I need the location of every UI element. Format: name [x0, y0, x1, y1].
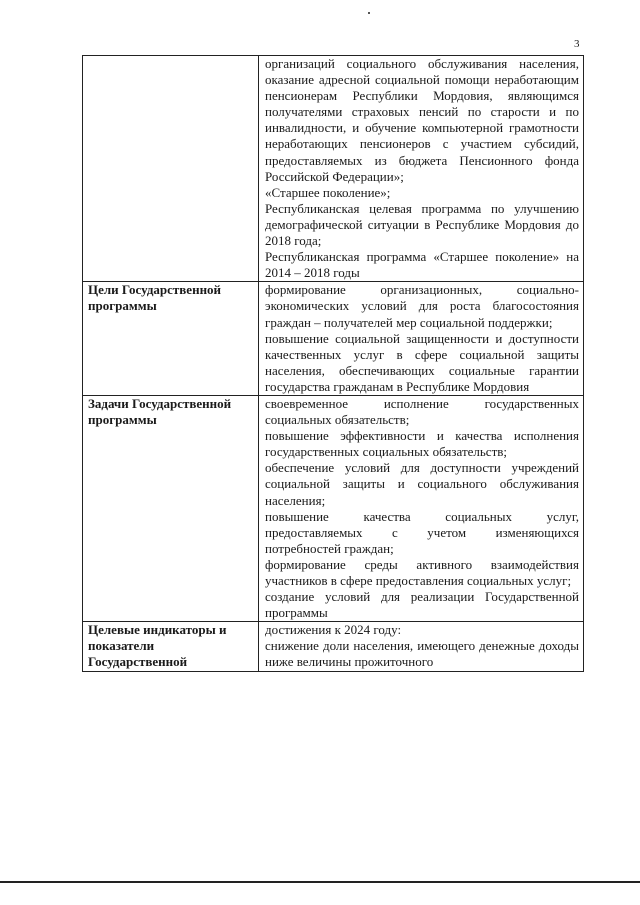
content-paragraph: достижения к 2024 году: [265, 622, 402, 638]
content-paragraph: повышение социальной защищенности и доступности качественных услуг в сфере социальной защиты населения, обеспечивающих социальные гарантии государства гражданам в Республике Мордовия [265, 330, 579, 394]
content-paragraph: Республиканская целевая программа по улучшению демографической ситуации в Республике Мордовия до 2018 года; [265, 200, 579, 249]
row-content [259, 622, 584, 671]
content-paragraph: организаций социального обслуживания населения, оказание адресной социальной помощи неработающим пенсионерам Республики Мордовия, являющимся получателями страховых пенсий по старости и по инвалидности, и обучение компьютерной грамотности неработающих пенсионеров с участием субсидий, предоставляемых из бюджета Пенсионного фонда Российской Федерации»; [265, 56, 579, 184]
page-bottom-rule [0, 881, 640, 883]
content-paragraph: формирование организационных, социально-экономических условий для роста благосостояния граждан – получателей мер социальной поддержки; [265, 282, 579, 330]
table-row [83, 395, 584, 621]
content-paragraph: обеспечение условий для доступности учреждений социальной защиты и социального обслуживания населения; [265, 460, 579, 508]
row-content [259, 56, 584, 282]
table-row [83, 56, 584, 282]
row-content [259, 282, 584, 396]
content-paragraph: формирование среды активного взаимодействия участников в сфере предоставления социальных услуг; [265, 556, 579, 588]
program-passport-table [82, 55, 584, 672]
page-number: 3 [574, 38, 580, 50]
content-paragraph: своевременное исполнение государственных социальных обязательств; [265, 395, 579, 428]
row-label: Задачи Государственной программы [83, 395, 259, 621]
content-paragraph: создание условий для реализации Государственной программы [265, 589, 579, 621]
table-row [83, 282, 584, 396]
content-paragraph: снижение доли населения, имеющего денежные доходы ниже величины прожиточного [265, 638, 579, 670]
row-content [259, 395, 584, 621]
row-label: Цели Государственной программы [83, 282, 259, 396]
row-label: Целевые индикаторы и показатели Государственной [83, 622, 259, 671]
table-row [83, 622, 584, 671]
row-label [83, 56, 259, 282]
content-paragraph: повышение качества социальных услуг, предоставляемых с учетом изменяющихся потребностей граждан; [265, 508, 579, 556]
content-paragraph: «Старшее поколение»; [265, 184, 391, 200]
content-paragraph: повышение эффективности и качества исполнения государственных социальных обязательств; [265, 428, 579, 460]
content-paragraph: Республиканская программа «Старшее поколение» на 2014 – 2018 годы [265, 249, 579, 281]
scan-speck [368, 12, 370, 14]
